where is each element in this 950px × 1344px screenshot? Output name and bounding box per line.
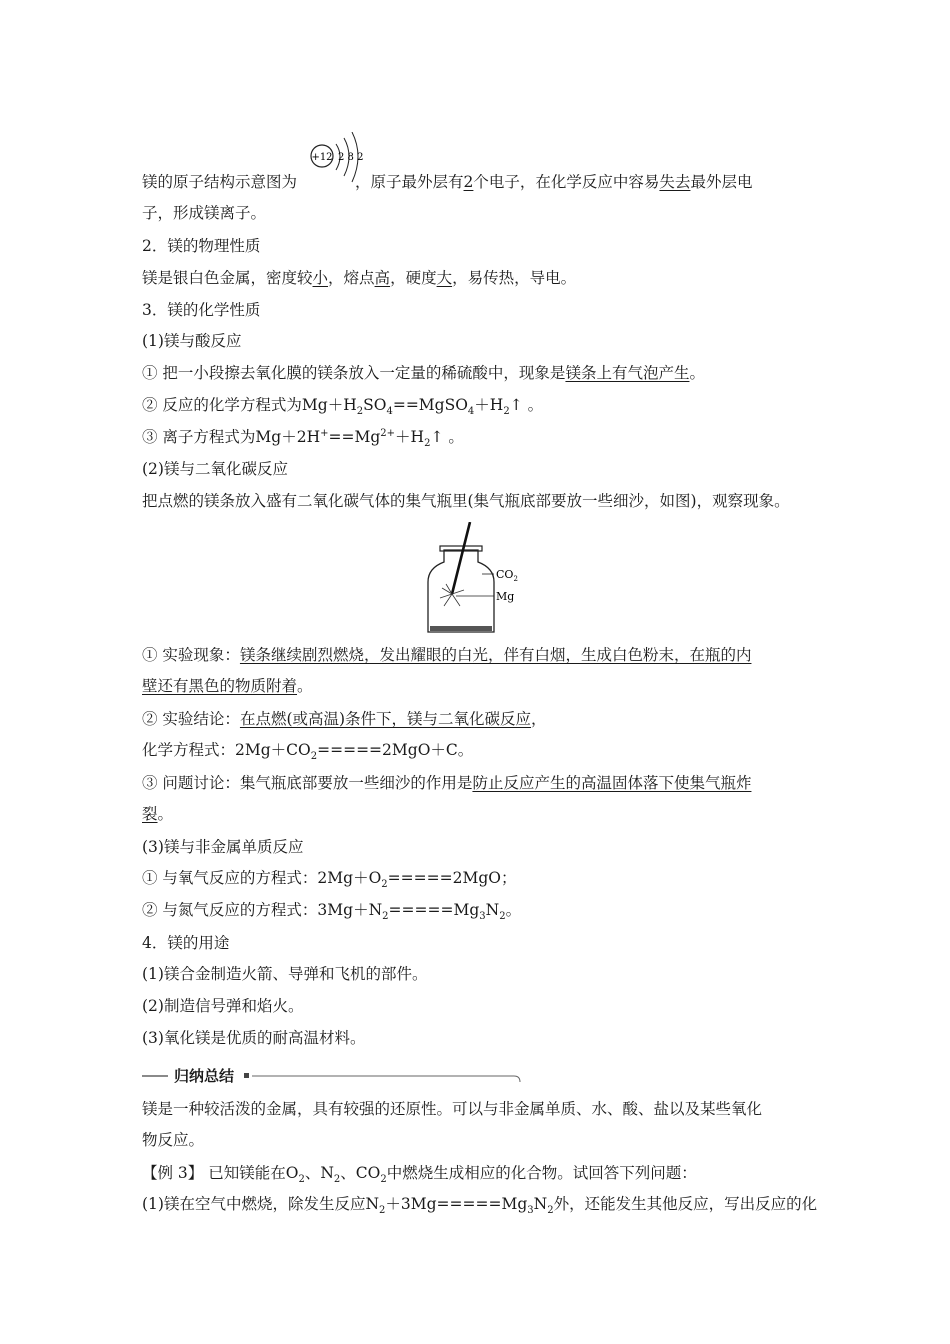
- text: 中燃烧生成相应的化合物。试回答下列问题：: [386, 1164, 697, 1182]
- subheading-co2: (2)镁与二氧化碳反应: [142, 460, 288, 478]
- subscript: 2: [499, 911, 506, 923]
- answer-blank: 壁还有黑色的物质附着: [142, 677, 298, 695]
- text: 。: [505, 901, 522, 919]
- text: (1)镁在空气中燃烧，除发生反应N: [142, 1195, 380, 1213]
- answer-blank: 大: [436, 269, 453, 287]
- answer-blank: 裂: [142, 805, 158, 823]
- subscript: 4: [467, 406, 475, 418]
- answer-blank: 失去: [659, 173, 691, 191]
- atom-shells: 2 8 2: [338, 152, 364, 163]
- text: ③ 问题讨论：集气瓶底部要放一些细沙的作用是: [142, 774, 473, 792]
- answer-blank: 镁条上有气泡产生: [565, 364, 690, 382]
- subscript: 3: [527, 1205, 534, 1217]
- answer-blank: 在点燃(或高温)条件下，镁与二氧化碳反应: [239, 710, 532, 728]
- text: ，易传热，导电。: [452, 269, 577, 287]
- question-1: [142, 1194, 818, 1217]
- text: ＋H: [395, 428, 425, 446]
- acid-item-1: [142, 363, 705, 383]
- exp-conclusion: [142, 709, 547, 729]
- text: ② 实验结论：: [142, 710, 240, 728]
- subscript: 4: [386, 406, 393, 418]
- paragraph-atom: [142, 172, 752, 192]
- mg-label: Mg: [496, 590, 515, 603]
- exp-phenomenon: [142, 645, 751, 665]
- text: ，熔点: [328, 269, 375, 287]
- subscript: 2: [356, 406, 364, 418]
- subscript: 2: [424, 438, 431, 450]
- heading-physical: 2．镁的物理性质: [142, 237, 261, 255]
- subscript: 2: [381, 879, 388, 891]
- paragraph-atom-cont: 子，形成镁离子。: [142, 204, 267, 222]
- exp-equation: [142, 740, 474, 763]
- use-item-2: (2)制造信号弹和焰火。: [142, 997, 304, 1015]
- text: 镁是银白色金属，密度较: [142, 269, 313, 287]
- text: ＋H: [474, 396, 504, 414]
- gas-bottle-figure: [420, 522, 530, 634]
- text: 外，还能发生其他反应，写出反应的化: [553, 1195, 818, 1213]
- text: ① 与氧气反应的方程式：2Mg＋O: [142, 869, 382, 887]
- subscript: 3: [479, 911, 486, 923]
- subheading-nonmetal: (3)镁与非金属单质反应: [142, 838, 304, 856]
- text: 。: [689, 364, 705, 382]
- text: ① 把一小段擦去氧化膜的镁条放入一定量的稀硫酸中，现象是: [142, 364, 566, 382]
- text: 、CO: [340, 1164, 381, 1182]
- subscript: 2: [380, 1174, 387, 1186]
- acid-item-2: [142, 395, 544, 418]
- subscript: 2: [333, 1174, 341, 1186]
- answer-blank: 防止反应产生的高温固体落下使集气瓶炸: [472, 774, 752, 792]
- text: ＋3Mg=====Mg: [385, 1195, 528, 1213]
- text: =====2MgO＋C。: [317, 741, 474, 759]
- summary-text-cont: 物反应。: [142, 1131, 205, 1149]
- text: ③ 离子方程式为Mg＋2H: [142, 428, 321, 446]
- text: ② 与氮气反应的方程式：3Mg＋N: [142, 901, 383, 919]
- superscript: +: [320, 427, 329, 439]
- heading-chemical: 3．镁的化学性质: [142, 301, 261, 319]
- subscript: 2: [382, 911, 389, 923]
- atom-nucleus: +12: [311, 152, 333, 163]
- text: 。: [297, 677, 313, 695]
- nonmetal-oxygen: [142, 868, 517, 891]
- answer-blank: 小: [312, 269, 329, 287]
- text: 、N: [304, 1164, 334, 1182]
- summary-title: 归纳总结: [170, 1066, 238, 1086]
- subscript: 2: [310, 751, 318, 763]
- text: ① 实验现象：: [142, 646, 240, 664]
- subscript: 2: [503, 406, 510, 418]
- superscript: 2+: [380, 427, 396, 439]
- text: 已知镁能在O: [203, 1164, 299, 1182]
- text: 个电子，在化学反应中容易: [473, 173, 660, 191]
- text: 最外层电: [690, 173, 753, 191]
- heading-uses: 4．镁的用途: [142, 934, 230, 952]
- text: 化学方程式：2Mg＋CO: [142, 741, 311, 759]
- answer-blank: 高: [374, 269, 391, 287]
- text: ② 反应的化学方程式为Mg＋H: [142, 396, 357, 414]
- text: N: [485, 901, 500, 919]
- text: =====Mg: [388, 901, 480, 919]
- text: 镁的原子结构示意图为: [142, 173, 298, 191]
- text: ，硬度: [390, 269, 437, 287]
- text: ==Mg: [328, 428, 381, 446]
- paragraph-co2: 把点燃的镁条放入盛有二氧化碳气体的集气瓶里(集气瓶底部要放一些细沙，如图)，观察现象。: [142, 492, 790, 510]
- paragraph-physical: [142, 268, 576, 288]
- text: ==MgSO: [392, 396, 468, 414]
- exp-discussion-cont: [142, 804, 173, 824]
- nonmetal-nitrogen: [142, 900, 522, 923]
- answer-blank: 2: [463, 173, 474, 191]
- text: SO: [363, 396, 387, 414]
- text: N: [533, 1195, 548, 1213]
- subscript: 2: [298, 1174, 305, 1186]
- co2-label: $CO_2$: [496, 568, 518, 583]
- acid-item-3: [142, 427, 464, 450]
- text: ↑ 。: [509, 396, 544, 414]
- exp-phenomenon-cont: [142, 676, 313, 696]
- summary-text: 镁是一种较活泼的金属，具有较强的还原性。可以与非金属单质、水、酸、盐以及某些氧化: [142, 1100, 763, 1118]
- example-tag: 【例 3】: [142, 1164, 204, 1182]
- text: ↑ 。: [430, 428, 464, 446]
- example-3: [142, 1163, 697, 1186]
- text: ，原子最外层有: [355, 173, 464, 191]
- subheading-acid: (1)镁与酸反应: [142, 332, 242, 350]
- text: =====2MgO；: [387, 869, 517, 887]
- exp-discussion: [142, 773, 751, 793]
- subscript: 2: [547, 1205, 554, 1217]
- text: 。: [157, 805, 174, 823]
- use-item-1: (1)镁合金制造火箭、导弹和飞机的部件。: [142, 965, 428, 983]
- answer-blank: 镁条继续剧烈燃烧，发出耀眼的白光，伴有白烟，生成白色粉末，在瓶的内: [239, 646, 752, 664]
- subscript: 2: [379, 1205, 386, 1217]
- text: ，: [531, 710, 547, 728]
- use-item-3: (3)氧化镁是优质的耐高温材料。: [142, 1029, 366, 1047]
